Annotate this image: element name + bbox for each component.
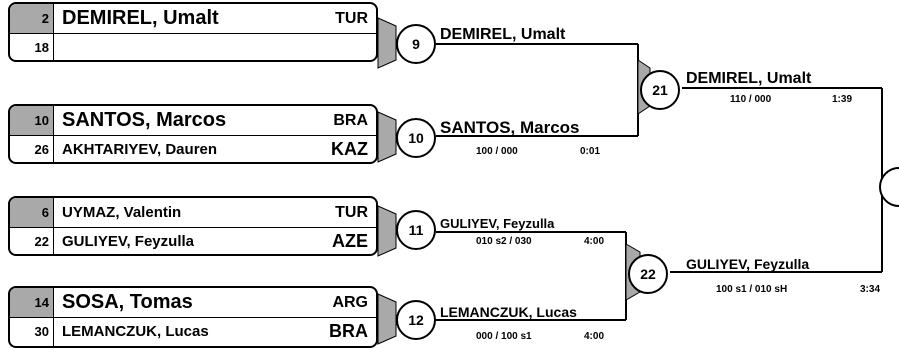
- winner-name: GULIYEV, Feyzulla: [440, 216, 555, 231]
- competitor-name: SANTOS, Marcos: [62, 109, 227, 131]
- pair-1: [8, 2, 378, 62]
- competitor-name: AKHTARIYEV, Dauren: [62, 141, 218, 158]
- competitor-name: GULIYEV, Feyzulla: [62, 233, 194, 250]
- match-score: 010 s2 / 030: [476, 236, 532, 247]
- match-number-badge[interactable]: 22: [628, 254, 668, 294]
- country-code: AZE: [332, 231, 368, 251]
- match-score: 100 s1 / 010 sH: [716, 284, 788, 295]
- match-time: 0:01: [580, 146, 601, 157]
- country-code: BRA: [333, 112, 368, 129]
- match-score: 110 / 000: [730, 94, 772, 105]
- match-time: 1:39: [832, 94, 853, 105]
- pair-4: [8, 286, 378, 348]
- match-time: 4:00: [584, 331, 605, 342]
- competitor-row[interactable]: [10, 33, 376, 62]
- competitor-row[interactable]: [10, 198, 376, 228]
- winner-name: DEMIREL, Umalt: [440, 26, 566, 43]
- seed-number: 18: [10, 33, 54, 62]
- competitor-row[interactable]: [10, 4, 376, 34]
- winner-name: DEMIREL, Umalt: [686, 70, 812, 87]
- winner-name: SANTOS, Marcos: [440, 118, 580, 137]
- competitor-name: LEMANCZUK, Lucas: [62, 323, 209, 340]
- match-number-badge[interactable]: 12: [396, 300, 436, 340]
- competitor-name: UYMAZ, Valentin: [62, 204, 182, 221]
- competitor-row[interactable]: [10, 317, 376, 346]
- country-code: KAZ: [331, 139, 368, 159]
- country-code: BRA: [329, 321, 368, 341]
- winner-name: GULIYEV, Feyzulla: [686, 256, 810, 272]
- competitor-row[interactable]: [10, 135, 376, 164]
- seed-number: 26: [10, 135, 54, 164]
- winner-name: LEMANCZUK, Lucas: [440, 304, 577, 320]
- competitor-name: DEMIREL, Umalt: [62, 7, 219, 29]
- match-score: 000 / 100 s1: [476, 331, 532, 342]
- pair-2: [8, 104, 378, 164]
- competitor-row[interactable]: [10, 288, 376, 318]
- seed-number: 14: [10, 288, 54, 317]
- match-time: 4:00: [584, 236, 605, 247]
- country-code: ARG: [332, 294, 368, 311]
- seed-number: 10: [10, 106, 54, 135]
- match-number-badge[interactable]: 10: [396, 118, 436, 158]
- seed-number: 22: [10, 227, 54, 256]
- match-time: 3:34: [860, 284, 881, 295]
- seed-number: 30: [10, 317, 54, 346]
- competitor-name: SOSA, Tomas: [62, 291, 193, 313]
- match-number-badge[interactable]: 9: [396, 24, 436, 64]
- country-code: TUR: [335, 204, 368, 221]
- match-number-badge[interactable]: 11: [396, 210, 436, 250]
- match-score: 100 / 000: [476, 146, 518, 157]
- seed-number: 6: [10, 198, 54, 227]
- competitor-row[interactable]: [10, 227, 376, 256]
- seed-number: 2: [10, 4, 54, 33]
- pair-3: [8, 196, 378, 256]
- match-number-badge[interactable]: 21: [640, 70, 680, 110]
- competitor-row[interactable]: [10, 106, 376, 136]
- country-code: TUR: [335, 10, 368, 27]
